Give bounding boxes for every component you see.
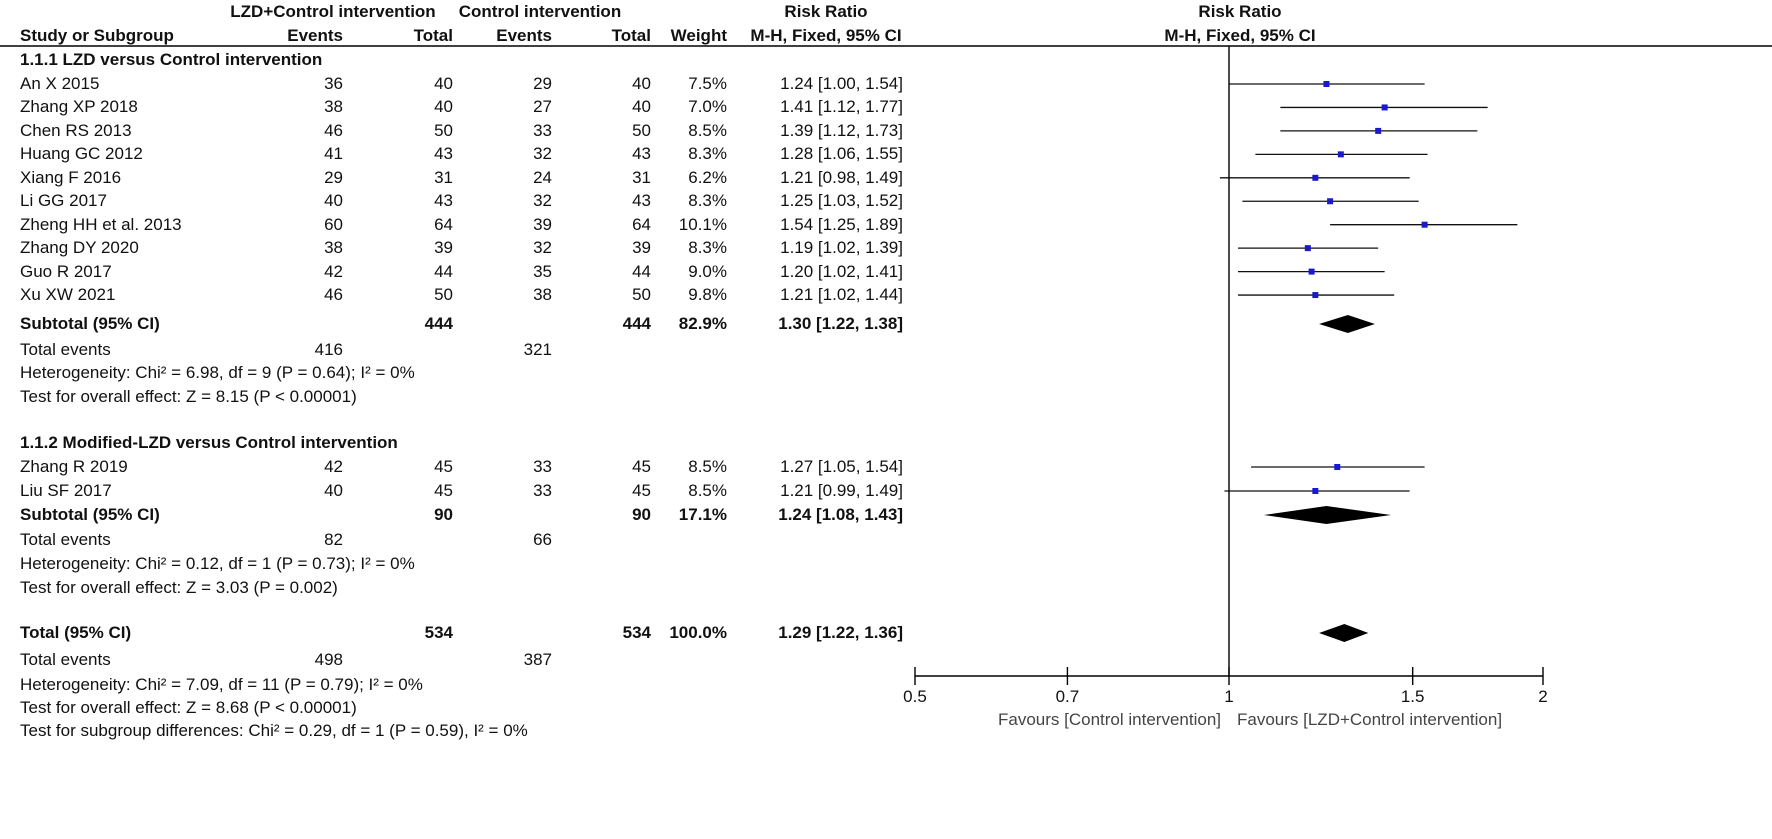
subgroup1-overall: Test for overall effect: Z = 8.15 (P < 0.00001) <box>20 387 357 406</box>
study-row-3-events2: 33 <box>533 120 552 140</box>
study-row-10-events2: 38 <box>533 285 552 305</box>
x-tick-label: 1 <box>1224 687 1234 706</box>
header-group1: LZD+Control intervention <box>230 2 436 21</box>
subgroup1-heterogeneity: Heterogeneity: Chi² = 6.98, df = 9 (P = 0.64); I² = 0% <box>20 363 415 382</box>
study2-row-2-events2: 33 <box>533 481 552 500</box>
study2-row-1-point <box>1334 464 1340 470</box>
study-row-8-name: Zhang DY 2020 <box>20 238 139 258</box>
study-row-3-events1: 46 <box>324 120 343 140</box>
study-row-7-weight: 10.1% <box>678 214 727 234</box>
overall-total-events-events2: 387 <box>523 650 552 669</box>
study-row-4-events1: 41 <box>324 144 343 164</box>
study-row-6-point <box>1327 198 1333 204</box>
header-weight: Weight <box>670 26 727 45</box>
study-row-2-total1: 40 <box>434 97 453 117</box>
subgroup2-subtotal-total2: 90 <box>632 505 651 524</box>
study-row-3-ci: 1.39 [1.12, 1.73] <box>780 120 903 140</box>
header-events1: Events <box>287 26 343 45</box>
header-rr-sub: M-H, Fixed, 95% CI <box>750 26 902 45</box>
study-row-10-point <box>1312 292 1318 298</box>
subgroup2-subtotal-ci: 1.24 [1.08, 1.43] <box>778 505 903 524</box>
study-row-8-total1: 39 <box>434 238 453 258</box>
study-row-7-total1: 64 <box>434 214 453 234</box>
subgroup1-subtotal-diamond <box>1319 315 1375 333</box>
subgroup2-subtotal-weight: 17.1% <box>678 505 727 524</box>
study-row-7-ci: 1.54 [1.25, 1.89] <box>780 214 903 234</box>
favours-left-label: Favours [Control intervention] <box>998 710 1221 729</box>
study2-row-1-events2: 33 <box>533 457 552 476</box>
study-row-6-weight: 8.3% <box>688 191 727 211</box>
plot-subtitle: M-H, Fixed, 95% CI <box>1164 26 1316 45</box>
x-tick-label: 1.5 <box>1400 687 1425 706</box>
overall-total-weight: 100.0% <box>669 623 727 642</box>
study-row-1-name: An X 2015 <box>20 74 100 93</box>
study-row-3-point <box>1375 128 1381 134</box>
subgroup2-total-events-events1: 82 <box>324 530 343 549</box>
study-row-10-events1: 46 <box>324 285 343 305</box>
study2-row-1-name: Zhang R 2019 <box>20 457 128 476</box>
study-row-8-weight: 8.3% <box>688 238 727 258</box>
subgroup2-overall: Test for overall effect: Z = 3.03 (P = 0.002) <box>20 578 338 597</box>
subgroup2-total-events-label: Total events <box>20 530 111 549</box>
study-row-5-point <box>1312 175 1318 181</box>
study-row-9-point <box>1309 269 1315 275</box>
study-row-1-ci: 1.24 [1.00, 1.54] <box>780 74 903 93</box>
subgroup1-subtotal-weight: 82.9% <box>678 314 727 333</box>
study-row-2-weight: 7.0% <box>688 97 727 117</box>
subgroup1-total-events-label: Total events <box>20 340 111 359</box>
study-row-9-ci: 1.20 [1.02, 1.41] <box>780 261 903 281</box>
overall-total-events-events1: 498 <box>314 650 343 669</box>
header-total1: Total <box>413 26 453 45</box>
study-row-1-weight: 7.5% <box>688 74 727 93</box>
study-row-6-events2: 32 <box>533 191 552 211</box>
study2-row-2-point <box>1312 488 1318 494</box>
study-row-6-total2: 43 <box>632 191 651 211</box>
study-row-5-name: Xiang F 2016 <box>20 167 122 187</box>
study-row-1-total1: 40 <box>434 74 453 93</box>
subgroup2-title: 1.1.2 Modified-LZD versus Control intervention <box>20 433 398 452</box>
study-row-4-ci: 1.28 [1.06, 1.55] <box>780 144 903 164</box>
study-row-10-ci: 1.21 [1.02, 1.44] <box>780 285 903 305</box>
overall-total-label: Total (95% CI) <box>20 623 132 642</box>
study-row-5-ci: 1.21 [0.98, 1.49] <box>780 167 903 187</box>
study-row-8-events1: 38 <box>324 238 343 258</box>
study-row-10-total1: 50 <box>434 285 453 305</box>
study-row-2-name: Zhang XP 2018 <box>20 97 138 117</box>
study2-row-1-ci: 1.27 [1.05, 1.54] <box>780 457 903 476</box>
subgroup1-subtotal-ci: 1.30 [1.22, 1.38] <box>778 314 903 333</box>
study2-row-1-total2: 45 <box>632 457 651 476</box>
subgroup2-subtotal-diamond <box>1264 506 1391 524</box>
x-tick-label: 0.7 <box>1055 687 1080 706</box>
study-row-2-total2: 40 <box>632 97 651 117</box>
study-row-4-point <box>1338 151 1344 157</box>
overall-total-total2: 534 <box>622 623 651 642</box>
study2-row-1-weight: 8.5% <box>688 457 727 476</box>
study-row-5-total2: 31 <box>632 167 651 187</box>
study2-row-2-ci: 1.21 [0.99, 1.49] <box>780 481 903 500</box>
subgroup1-title: 1.1.1 LZD versus Control intervention <box>20 50 323 69</box>
study-row-3-name: Chen RS 2013 <box>20 120 132 140</box>
header-group2: Control intervention <box>458 2 622 21</box>
favours-right-label: Favours [LZD+Control intervention] <box>1237 710 1503 729</box>
overall-total-events-label: Total events <box>20 650 111 669</box>
study-row-8-ci: 1.19 [1.02, 1.39] <box>780 238 903 258</box>
study-row-9-name: Guo R 2017 <box>20 261 112 281</box>
study-row-2-point <box>1382 104 1388 110</box>
study-row-7-total2: 64 <box>632 214 651 234</box>
study-row-10-name: Xu XW 2021 <box>20 285 116 305</box>
study-row-9-events2: 35 <box>533 261 552 281</box>
study-row-8-events2: 32 <box>533 238 552 258</box>
study-row-6-ci: 1.25 [1.03, 1.52] <box>780 191 903 211</box>
study-row-7-name: Zheng HH et al. 2013 <box>20 214 182 234</box>
subgroup2-total-events-events2: 66 <box>533 530 552 549</box>
study2-row-1-events1: 42 <box>324 457 343 476</box>
study-row-4-total1: 43 <box>434 144 453 164</box>
study2-row-2-events1: 40 <box>324 481 343 500</box>
study-row-3-total2: 50 <box>632 120 651 140</box>
study-row-8-point <box>1305 245 1311 251</box>
study2-row-1-total1: 45 <box>434 457 453 476</box>
study2-row-2-name: Liu SF 2017 <box>20 481 112 500</box>
subgroup1-subtotal-total2: 444 <box>622 314 651 333</box>
x-tick-label: 2 <box>1538 687 1548 706</box>
header-total2: Total <box>611 26 651 45</box>
study-row-9-total2: 44 <box>632 261 651 281</box>
header-events2: Events <box>496 26 552 45</box>
study-row-7-point <box>1422 222 1428 228</box>
study-row-6-name: Li GG 2017 <box>20 191 107 211</box>
study2-row-2-total1: 45 <box>434 481 453 500</box>
subgroup2-subtotal-label: Subtotal (95% CI) <box>20 505 160 524</box>
header-risk-ratio: Risk Ratio <box>784 2 868 21</box>
study-row-1-total2: 40 <box>632 74 651 93</box>
study-row-5-weight: 6.2% <box>688 167 727 187</box>
study-row-9-weight: 9.0% <box>688 261 727 281</box>
subgroup-differences: Test for subgroup differences: Chi² = 0.29, df = 1 (P = 0.59), I² = 0% <box>20 721 528 740</box>
study-row-2-events1: 38 <box>324 97 343 117</box>
study2-row-2-total2: 45 <box>632 481 651 500</box>
study-row-5-events2: 24 <box>533 167 552 187</box>
study-row-4-name: Huang GC 2012 <box>20 144 143 164</box>
study-row-7-events1: 60 <box>324 214 343 234</box>
study-row-10-weight: 9.8% <box>688 285 727 305</box>
subgroup2-heterogeneity: Heterogeneity: Chi² = 0.12, df = 1 (P = 0.73); I² = 0% <box>20 554 415 573</box>
study-row-5-total1: 31 <box>434 167 453 187</box>
study-row-6-events1: 40 <box>324 191 343 211</box>
study-row-2-events2: 27 <box>533 97 552 117</box>
study-row-1-point <box>1323 81 1329 87</box>
study-row-7-events2: 39 <box>533 214 552 234</box>
study-row-9-total1: 44 <box>434 261 453 281</box>
study-row-10-total2: 50 <box>632 285 651 305</box>
study-row-1-events1: 36 <box>324 74 343 93</box>
x-tick-label: 0.5 <box>903 687 927 706</box>
overall-total-ci: 1.29 [1.22, 1.36] <box>778 623 903 642</box>
plot-title: Risk Ratio <box>1198 2 1282 21</box>
study-row-8-total2: 39 <box>632 238 651 258</box>
study-row-3-total1: 50 <box>434 120 453 140</box>
subgroup1-total-events-events1: 416 <box>314 340 343 359</box>
header-study: Study or Subgroup <box>20 26 174 45</box>
subgroup1-total-events-events2: 321 <box>523 340 552 359</box>
subgroup1-subtotal-label: Subtotal (95% CI) <box>20 314 160 333</box>
study-row-4-total2: 43 <box>632 144 651 164</box>
study-row-1-events2: 29 <box>533 74 552 93</box>
overall-total-diamond <box>1319 624 1368 642</box>
subgroup1-subtotal-total1: 444 <box>424 314 453 333</box>
study-row-9-events1: 42 <box>324 261 343 281</box>
study2-row-2-weight: 8.5% <box>688 481 727 500</box>
overall-total-total1: 534 <box>424 623 453 642</box>
overall-heterogeneity: Heterogeneity: Chi² = 7.09, df = 11 (P = 0.79); I² = 0% <box>20 675 423 694</box>
study-row-2-ci: 1.41 [1.12, 1.77] <box>780 97 903 117</box>
study-row-3-weight: 8.5% <box>688 120 727 140</box>
overall-effect: Test for overall effect: Z = 8.68 (P < 0.00001) <box>20 698 357 717</box>
study-row-5-events1: 29 <box>324 167 343 187</box>
subgroup2-subtotal-total1: 90 <box>434 505 453 524</box>
study-row-4-events2: 32 <box>533 144 552 164</box>
study-row-6-total1: 43 <box>434 191 453 211</box>
study-row-4-weight: 8.3% <box>688 144 727 164</box>
